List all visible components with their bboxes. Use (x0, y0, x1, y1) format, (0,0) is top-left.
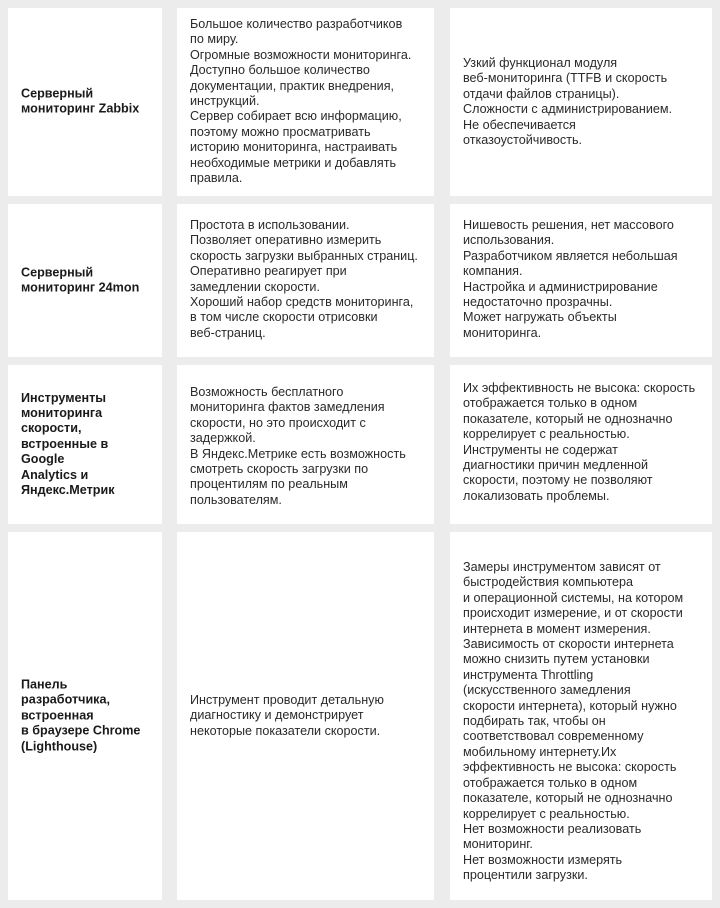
table-row-2-pros-cell (177, 204, 434, 357)
table-row-1-name-cell (8, 8, 162, 196)
tool-name: Инструменты мониторинга скорости, встроенные в Google Analytics и Яндекс.Метрик (21, 390, 115, 498)
table-row-4-pros-cell (177, 532, 434, 900)
pros-text: Большое количество разработчиков по миру. Огромные возможности мониторинга. Доступно большое количество документации, практик внедрения, инструкций. Сервер собирает всю информацию, поэтому можно просматривать историю мониторинга, настраивать необходимые метрики и добавлять правила. (190, 17, 412, 186)
table-row-2-name-cell (8, 204, 162, 357)
table-row-3-cons-cell (450, 365, 712, 524)
cons-text: Их эффективность не высока: скорость отображается только в одном показателе, который не однозначно коррелирует с реальностью. Инструменты не содержат диагностики причин медленной скорости, поэтому не позволяют локализовать проблемы. (463, 381, 696, 503)
cons-text: Узкий функционал модуля веб-мониторинга (TTFB и скорость отдачи файлов страницы). Сложности с администрированием. Не обеспечивается отказоустойчивость. (463, 56, 673, 148)
tool-name: Панель разработчика, встроенная в браузере Chrome (Lighthouse) (21, 677, 141, 754)
cons-text: Нишевость решения, нет массового использования. Разработчиком является небольшая компания. Настройка и администрирование недостаточно прозрачны. Может нагружать объекты мониторинга. (463, 218, 678, 340)
table-row-2-cons-cell (450, 204, 712, 357)
pros-text: Инструмент проводит детальную диагностику и демонстрирует некоторые показатели скорости. (190, 693, 384, 738)
table-row-1-cons-cell (450, 8, 712, 196)
table-row-4-name-cell (8, 532, 162, 900)
tool-name: Серверный мониторинг 24mon (21, 265, 140, 295)
table-row-1-pros-cell (177, 8, 434, 196)
cons-text: Замеры инструментом зависят от быстродействия компьютера и операционной системы, на котором происходит измерение, и от скорости интернета в момент измерения. Зависимость от скорости интернета можно снизить путем установки инструмента Throttling (искусственного замедления скорости интернета), который нужно подбирать так, чтобы он соответствовал современному мобильному интернету.Их эффективность не высока: скорость отображается только в одном показателе, который не однозначно коррелирует с реальностью. Нет возможности реализовать мониторинг. Нет возможности измерять процентили загрузки. (463, 560, 684, 883)
pros-text: Простота в использовании. Позволяет оперативно измерить скорость загрузки выбранных страниц. Оперативно реагирует при замедлении скорости. Хороший набор средств мониторинга, в том числе скорости отрисовки веб-страниц. (190, 218, 418, 340)
table-row-4-cons-cell (450, 532, 712, 900)
table-row-3-pros-cell (177, 365, 434, 524)
tool-name: Серверный мониторинг Zabbix (21, 86, 140, 116)
table-row-3-name-cell (8, 365, 162, 524)
pros-text: Возможность бесплатного мониторинга фактов замедления скорости, но это происходит с задержкой. В Яндекс.Метрике есть возможность смотреть скорость загрузки по процентилям по реальным пользователям. (190, 385, 406, 507)
